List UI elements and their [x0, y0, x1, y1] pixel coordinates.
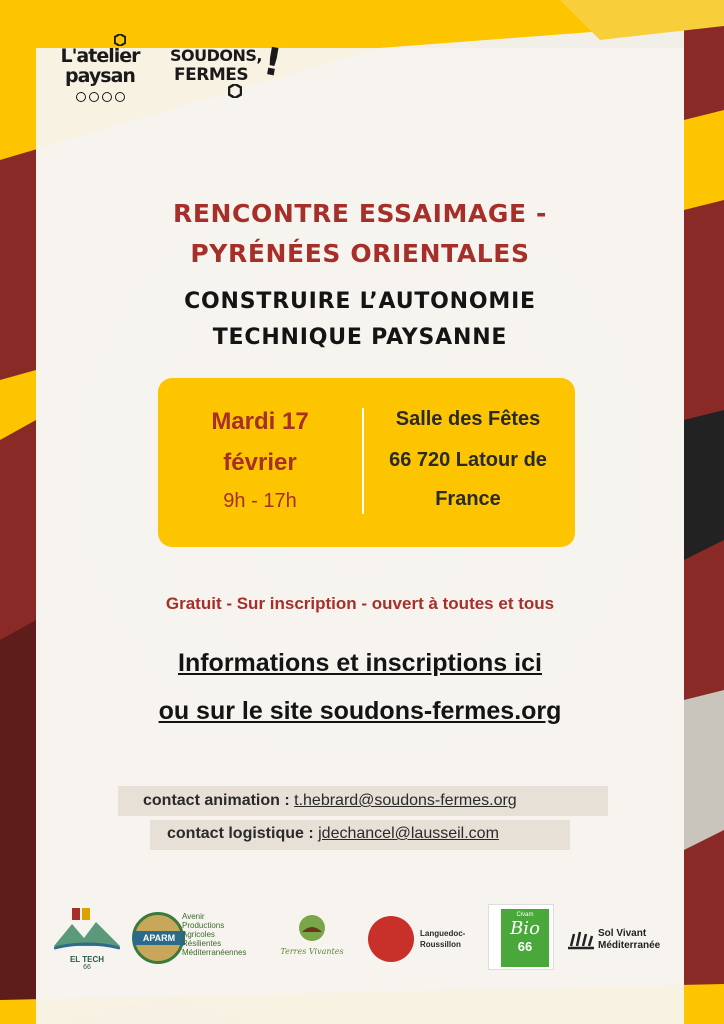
eltech-label: EL TECH: [69, 955, 105, 964]
aparm-description: [182, 912, 246, 957]
contact-logistique-label: contact logistique :: [167, 825, 319, 842]
aparm-desc-1: Avenir: [182, 912, 205, 921]
sol-vivant-line1: Sol Vivant: [598, 928, 647, 939]
soudons-fermes-logo: [170, 40, 290, 104]
event-venue-line2: 66 720 Latour de: [389, 449, 547, 471]
tdl-line2: Roussillon: [420, 940, 461, 949]
bio-label: Bio: [510, 918, 540, 939]
contact-logistique-email[interactable]: jdechancel@lausseil.com: [318, 825, 499, 842]
mountains-icon: [54, 906, 120, 950]
event-date-line2: février: [223, 449, 297, 476]
registration-link[interactable]: Informations et inscriptions ici: [178, 649, 542, 677]
cc-sa-icon: [115, 92, 125, 102]
event-details-box: [158, 378, 575, 547]
event-divider: [362, 408, 364, 514]
contact-animation: [143, 792, 517, 810]
event-date-line1: Mardi 17: [211, 408, 309, 435]
bio-number: 66: [517, 939, 533, 954]
tdl-line1: Languedoc-: [420, 929, 466, 938]
event-venue-line1: Salle des Fêtes: [395, 408, 541, 430]
sol-vivant-icon: [568, 930, 594, 950]
contact-animation-label: contact animation :: [143, 792, 295, 809]
cc-nc-icon: [102, 92, 112, 102]
cc-by-icon: [89, 92, 99, 102]
aparm-desc-3: Agricoles: [182, 930, 215, 939]
creative-commons-icons: [54, 92, 146, 102]
terre-de-liens-label: [420, 928, 465, 950]
atelier-logo-line1: L'atelier: [60, 45, 140, 67]
soudons-logo-line2: FERMES: [174, 65, 249, 85]
event-venue-line3: France: [435, 488, 501, 510]
terre-de-liens-seal: [368, 916, 414, 962]
terre-de-liens-logo: [368, 916, 478, 966]
hexagon-icon: [114, 34, 126, 46]
cc-icon: [76, 92, 86, 102]
aparm-seal: [132, 912, 184, 964]
aparm-label: APARM: [133, 931, 185, 945]
atelier-logo-line2: paysan: [65, 65, 135, 87]
terres-vivantes-label: Terres Vivantes: [280, 947, 344, 956]
leaf-icon: [298, 914, 326, 942]
aparm-desc-2: Productions: [182, 921, 225, 930]
civam-bio-logo: [488, 904, 554, 970]
event-subtitle-line1: CONSTRUIRE L’AUTONOMIE: [184, 289, 536, 314]
civam-bio-badge: [501, 909, 549, 967]
event-title-line1: RENCONTRE ESSAIMAGE -: [173, 199, 547, 228]
aparm-logo: [132, 912, 252, 968]
atelier-paysan-logo: [54, 46, 146, 102]
civam-label: Civam: [516, 912, 534, 918]
aparm-desc-4: Résilientes: [182, 939, 222, 948]
sol-vivant-logo: [568, 928, 678, 958]
eltech-sub: 66: [83, 964, 91, 971]
event-conditions: Gratuit - Sur inscription - ouvert à toutes et tous: [165, 594, 555, 613]
event-title-line2: PYRÉNÉES ORIENTALES: [190, 239, 530, 268]
eltech-logo: [54, 906, 120, 972]
soudons-logo-mark: !: [260, 38, 286, 86]
sol-vivant-label: [598, 928, 660, 952]
aparm-desc-5: Méditerranéennes: [182, 948, 247, 957]
terres-vivantes-logo: [276, 914, 348, 966]
contact-animation-email[interactable]: t.hebrard@soudons-fermes.org: [294, 792, 517, 809]
event-subtitle-line2: TECHNIQUE PAYSANNE: [212, 325, 508, 350]
partner-logos: [36, 898, 684, 978]
hexagon-icon: [228, 84, 242, 98]
event-hours: 9h - 17h: [223, 490, 297, 512]
website-link[interactable]: ou sur le site soudons-fermes.org: [158, 697, 562, 725]
contact-logistique: [167, 825, 499, 843]
soudons-logo-line1: SOUDONS,: [170, 46, 262, 65]
sol-vivant-line2: Méditerranée: [598, 940, 661, 951]
